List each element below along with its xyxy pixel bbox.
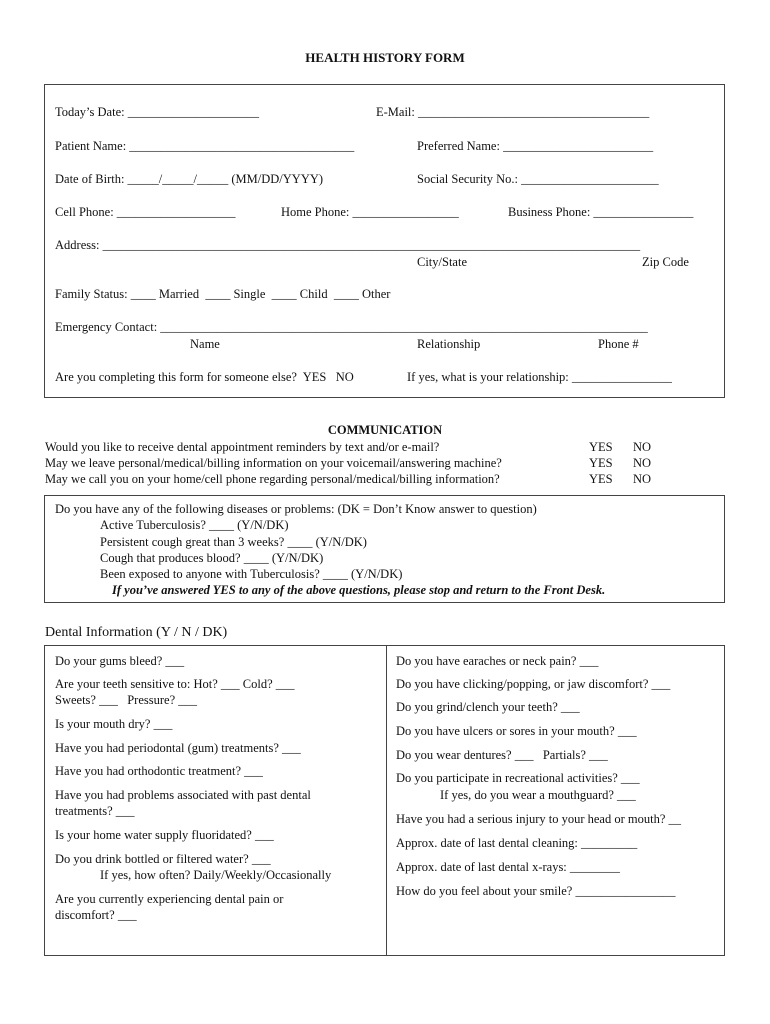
city-state-label: City/State: [417, 255, 467, 269]
dental-heading: Dental Information (Y / N / DK): [45, 625, 228, 640]
dental-left-item[interactable]: Are your teeth sensitive to: Hot? ___ Cold? ___: [55, 677, 295, 691]
patient-name-field[interactable]: Patient Name: ____________________________________: [55, 139, 355, 153]
comm-no[interactable]: NO: [633, 440, 652, 454]
dental-left-item[interactable]: Is your home water supply fluoridated? ___: [55, 828, 274, 842]
dental-right-item[interactable]: How do you feel about your smile? ________________: [396, 884, 676, 898]
tb-item[interactable]: Been exposed to anyone with Tuberculosis? ____ (Y/N/DK): [100, 567, 403, 581]
emergency-contact-field[interactable]: Emergency Contact: ______________________________________________________________________________: [55, 320, 648, 334]
comm-question: May we call you on your home/cell phone regarding personal/medical/billing information?: [45, 472, 500, 486]
dental-right-item[interactable]: Do you participate in recreational activities? ___: [396, 771, 640, 785]
comm-no[interactable]: NO: [633, 472, 652, 486]
dob-field[interactable]: Date of Birth: _____/_____/_____ (MM/DD/YYYY): [55, 172, 324, 186]
someone-else-question[interactable]: Are you completing this form for someone else? YES NO: [55, 370, 354, 384]
home-phone-field[interactable]: Home Phone: _________________: [281, 205, 459, 219]
comm-question: Would you like to receive dental appointment reminders by text and/or e-mail?: [45, 440, 440, 454]
tb-intro: Do you have any of the following diseases or problems: (DK = Don’t Know answer to question): [55, 502, 537, 516]
comm-yes[interactable]: YES: [589, 472, 613, 486]
tb-item[interactable]: Persistent cough great than 3 weeks? ____ (Y/N/DK): [100, 535, 367, 549]
dental-right-item[interactable]: Approx. date of last dental cleaning: _________: [396, 836, 638, 850]
dental-left-item[interactable]: discomfort? ___: [55, 908, 137, 922]
family-status-field[interactable]: Family Status: ____ Married ____ Single ____ Child ____ Other: [55, 287, 391, 301]
comm-no[interactable]: NO: [633, 456, 652, 470]
dental-right-item[interactable]: Do you wear dentures? ___ Partials? ___: [396, 748, 608, 762]
ec-phone-label: Phone #: [598, 337, 639, 351]
comm-yes[interactable]: YES: [589, 440, 613, 454]
dental-left-item[interactable]: Is your mouth dry? ___: [55, 717, 173, 731]
tb-warning: If you’ve answered YES to any of the above questions, please stop and return to the Front Desk.: [112, 583, 606, 597]
tb-item[interactable]: Active Tuberculosis? ____ (Y/N/DK): [100, 518, 289, 532]
preferred-name-field[interactable]: Preferred Name: ________________________: [417, 139, 654, 153]
form-title: HEALTH HISTORY FORM: [305, 50, 465, 65]
address-field[interactable]: Address: ______________________________________________________________________________________: [55, 238, 641, 252]
relationship-field[interactable]: If yes, what is your relationship: ________________: [407, 370, 672, 384]
dental-right-item[interactable]: Do you grind/clench your teeth? ___: [396, 700, 580, 714]
zip-code-label: Zip Code: [642, 255, 689, 269]
email-field[interactable]: E-Mail: _____________________________________: [376, 105, 650, 119]
business-phone-field[interactable]: Business Phone: ________________: [508, 205, 694, 219]
cell-phone-field[interactable]: Cell Phone: ___________________: [55, 205, 236, 219]
dental-divider: [386, 645, 387, 956]
dental-right-item[interactable]: Have you had a serious injury to your head or mouth? __: [396, 812, 682, 826]
dental-left-item[interactable]: Do you drink bottled or filtered water? ___: [55, 852, 271, 866]
dental-right-item[interactable]: Do you have ulcers or sores in your mouth? ___: [396, 724, 637, 738]
dental-right-item[interactable]: Do you have earaches or neck pain? ___: [396, 654, 599, 668]
dental-left-item[interactable]: Have you had problems associated with past dental: [55, 788, 311, 802]
dental-right-item[interactable]: Approx. date of last dental x-rays: ________: [396, 860, 620, 874]
dental-right-item[interactable]: If yes, do you wear a mouthguard? ___: [440, 788, 636, 802]
comm-yes[interactable]: YES: [589, 456, 613, 470]
dental-left-item[interactable]: treatments? ___: [55, 804, 135, 818]
comm-question: May we leave personal/medical/billing information on your voicemail/answering machine?: [45, 456, 502, 470]
tb-item[interactable]: Cough that produces blood? ____ (Y/N/DK): [100, 551, 324, 565]
dental-left-item[interactable]: Have you had orthodontic treatment? ___: [55, 764, 263, 778]
dental-left-item[interactable]: Do your gums bleed? ___: [55, 654, 185, 668]
todays-date-field[interactable]: Today’s Date: _____________________: [55, 105, 259, 119]
dental-left-item[interactable]: Have you had periodontal (gum) treatments? ___: [55, 741, 301, 755]
ec-relationship-label: Relationship: [417, 337, 481, 351]
communication-heading: COMMUNICATION: [327, 423, 443, 437]
dental-left-item[interactable]: Are you currently experiencing dental pain or: [55, 892, 284, 906]
dental-left-item[interactable]: Sweets? ___ Pressure? ___: [55, 693, 197, 707]
dental-right-item[interactable]: Do you have clicking/popping, or jaw discomfort? ___: [396, 677, 671, 691]
dental-left-item[interactable]: If yes, how often? Daily/Weekly/Occasionally: [100, 868, 332, 882]
ssn-field[interactable]: Social Security No.: ______________________: [417, 172, 659, 186]
ec-name-label: Name: [190, 337, 220, 351]
